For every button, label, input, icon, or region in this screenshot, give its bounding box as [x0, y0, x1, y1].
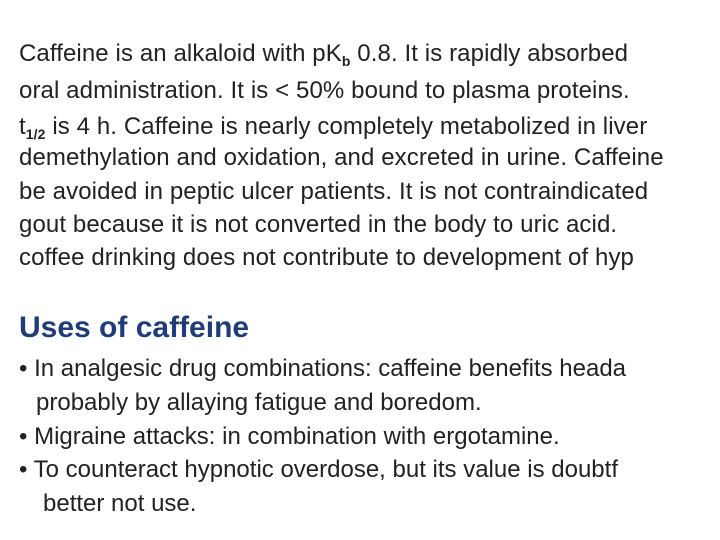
paragraph-line-6: gout because it is not converted in the body to uric acid.	[19, 211, 618, 238]
paragraph-line-1-text-cont: 0.8. It is rapidly absorbed	[350, 40, 629, 67]
pkb-subscript: b	[341, 53, 351, 69]
paragraph-line-4: demethylation and oxidation, and excreted in urine. Caffeine	[19, 144, 664, 171]
bullet-1-line-2: probably by allaying fatigue and boredom.	[36, 389, 482, 416]
bullet-3-line-2: better not use.	[43, 490, 197, 517]
section-heading: Uses of caffeine	[19, 311, 250, 344]
paragraph-line-7: coffee drinking does not contribute to development of hyp	[19, 244, 634, 271]
bullet-2: • Migraine attacks: in combination with ergotamine.	[19, 423, 560, 450]
paragraph-line-2: oral administration. It is < 50% bound to plasma proteins.	[19, 77, 630, 104]
paragraph-line-3-text: is 4 h. Caffeine is nearly completely metabolized in liver	[45, 113, 648, 140]
paragraph-line-3	[19, 113, 648, 142]
paragraph-line-5: be avoided in peptic ulcer patients. It is not contraindicated	[19, 178, 649, 205]
paragraph-line-1-text: Caffeine is an alkaloid with pK	[19, 40, 342, 67]
paragraph-line-1	[19, 40, 629, 69]
half-life-symbol: t	[19, 113, 26, 140]
bullet-1-line-1: • In analgesic drug combinations: caffeine benefits heada	[19, 355, 627, 382]
bullet-3-line-1: • To counteract hypnotic overdose, but its value is doubtf	[19, 456, 618, 483]
half-life-subscript: 1/2	[25, 126, 46, 142]
